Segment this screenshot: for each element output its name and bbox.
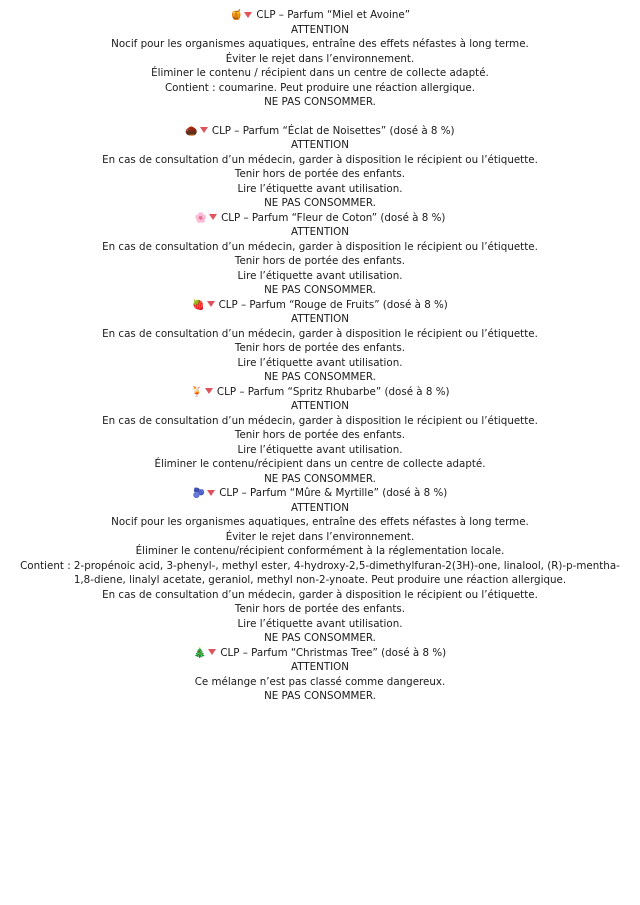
do-not-consume: NE PAS CONSOMMER. (264, 371, 376, 383)
red-triangle-icon (200, 127, 208, 133)
section-title (18, 646, 622, 661)
section-title-text: CLP – Parfum “Éclat de Noisettes” (dosé à 8 %) (211, 124, 455, 137)
attention-label: ATTENTION (291, 661, 349, 673)
section-title-text: CLP – Parfum “Christmas Tree” (dosé à 8 %) (220, 646, 447, 659)
precaution-statement: Tenir hors de portée des enfants. (234, 168, 406, 180)
precaution-statement: En cas de consultation d’un médecin, garder à disposition le récipient ou l’étiquette. (102, 327, 538, 340)
do-not-consume: NE PAS CONSOMMER. (264, 632, 376, 644)
precaution-statement: Tenir hors de portée des enfants. (234, 255, 406, 267)
section-title-text: CLP – Parfum “Spritz Rhubarbe” (dosé à 8 %) (216, 385, 450, 398)
section-title (18, 211, 622, 226)
precaution-statement: En cas de consultation d’un médecin, garder à disposition le récipient ou l’étiquette. (102, 153, 538, 166)
blueberries-icon: 🫐 (192, 488, 206, 499)
precaution-statement: Lire l’étiquette avant utilisation. (237, 356, 403, 369)
precaution-statement: Lire l’étiquette avant utilisation. (237, 269, 403, 282)
disposal-statement: Éliminer le contenu / récipient dans un centre de collecte adapté. (151, 67, 489, 79)
hazard-statement: Nocif pour les organismes aquatiques, entraîne des effets néfastes à long terme. (111, 38, 529, 50)
red-triangle-icon (209, 214, 217, 220)
attention-label: ATTENTION (291, 226, 349, 238)
red-triangle-icon (207, 301, 215, 307)
precaution-statement: Éviter le rejet dans l’environnement. (225, 52, 415, 65)
clp-section-miel-avoine (18, 8, 622, 110)
contains-statement: Contient : 2-propénoic acid, 3-phenyl-, methyl ester, 4-hydroxy-2,5-dimethylfuran-2(3H)-one, linalool, (R)-p-mentha-1,8-diene, linalyl acetate, geraniol, methyl non-2-ynoate. Peut produire une réaction allergique. (20, 559, 620, 586)
red-triangle-icon (207, 490, 215, 496)
classification-statement: Ce mélange n’est pas classé comme dangereux. (194, 675, 446, 688)
attention-label: ATTENTION (291, 501, 349, 514)
section-title (18, 486, 622, 501)
do-not-consume: NE PAS CONSOMMER. (264, 472, 376, 485)
clp-section-eclat-noisettes (18, 124, 622, 211)
flower-icon: 🌸 (194, 212, 208, 224)
chestnut-icon: 🌰 (185, 125, 198, 137)
precaution-statement: Tenir hors de portée des enfants. (234, 603, 406, 615)
red-triangle-icon (208, 649, 216, 655)
clp-section-christmas-tree (18, 646, 622, 704)
attention-label: ATTENTION (291, 23, 349, 36)
disposal-statement: Éliminer le contenu/récipient dans un centre de collecte adapté. (154, 458, 486, 470)
attention-label: ATTENTION (291, 139, 349, 151)
precaution-statement: Lire l’étiquette avant utilisation. (237, 617, 403, 630)
precaution-statement: En cas de consultation d’un médecin, garder à disposition le récipient ou l’étiquette. (102, 414, 538, 427)
disposal-statement: Éliminer le contenu/récipient conformément à la réglementation locale. (135, 545, 505, 557)
precaution-statement: Éviter le rejet dans l’environnement. (225, 530, 415, 543)
section-title (18, 385, 622, 400)
red-triangle-icon (244, 12, 252, 18)
precaution-statement: Lire l’étiquette avant utilisation. (237, 182, 403, 195)
section-title-text: CLP – Parfum “Mûre & Myrtille” (dosé à 8 %) (219, 487, 448, 499)
red-triangle-icon (205, 388, 213, 394)
clp-section-rouge-fruits (18, 298, 622, 385)
clp-section-fleur-coton (18, 211, 622, 298)
strawberry-icon: 🍓 (192, 299, 205, 311)
hazard-statement: Nocif pour les organismes aquatiques, entraîne des effets néfastes à long terme. (111, 516, 529, 528)
attention-label: ATTENTION (291, 400, 349, 412)
do-not-consume: NE PAS CONSOMMER. (264, 284, 376, 296)
section-title-text: CLP – Parfum “Rouge de Fruits” (dosé à 8 %) (218, 298, 448, 311)
cocktail-icon: 🍹 (190, 386, 203, 398)
clp-section-mure-myrtille (18, 486, 622, 646)
precaution-statement: Tenir hors de portée des enfants. (234, 429, 406, 441)
precaution-statement: En cas de consultation d’un médecin, garder à disposition le récipient ou l’étiquette. (102, 588, 538, 601)
honey-pot-icon: 🍯 (229, 10, 243, 21)
christmas-tree-icon: 🎄 (193, 647, 207, 659)
precaution-statement: Lire l’étiquette avant utilisation. (237, 443, 403, 456)
section-title-text: CLP – Parfum “Fleur de Coton” (dosé à 8 %) (221, 211, 446, 224)
section-title (18, 298, 622, 313)
do-not-consume: NE PAS CONSOMMER. (264, 197, 376, 209)
do-not-consume: NE PAS CONSOMMER. (264, 690, 376, 702)
precaution-statement: En cas de consultation d’un médecin, garder à disposition le récipient ou l’étiquette. (102, 240, 538, 253)
section-title (18, 8, 622, 23)
precaution-statement: Tenir hors de portée des enfants. (234, 342, 406, 354)
attention-label: ATTENTION (291, 313, 349, 325)
contains-statement: Contient : coumarine. Peut produire une réaction allergique. (164, 81, 475, 94)
do-not-consume: NE PAS CONSOMMER. (264, 96, 376, 108)
section-title-text: CLP – Parfum “Miel et Avoine” (256, 9, 411, 21)
section-title (18, 124, 622, 139)
clp-section-spritz-rhubarbe (18, 385, 622, 487)
